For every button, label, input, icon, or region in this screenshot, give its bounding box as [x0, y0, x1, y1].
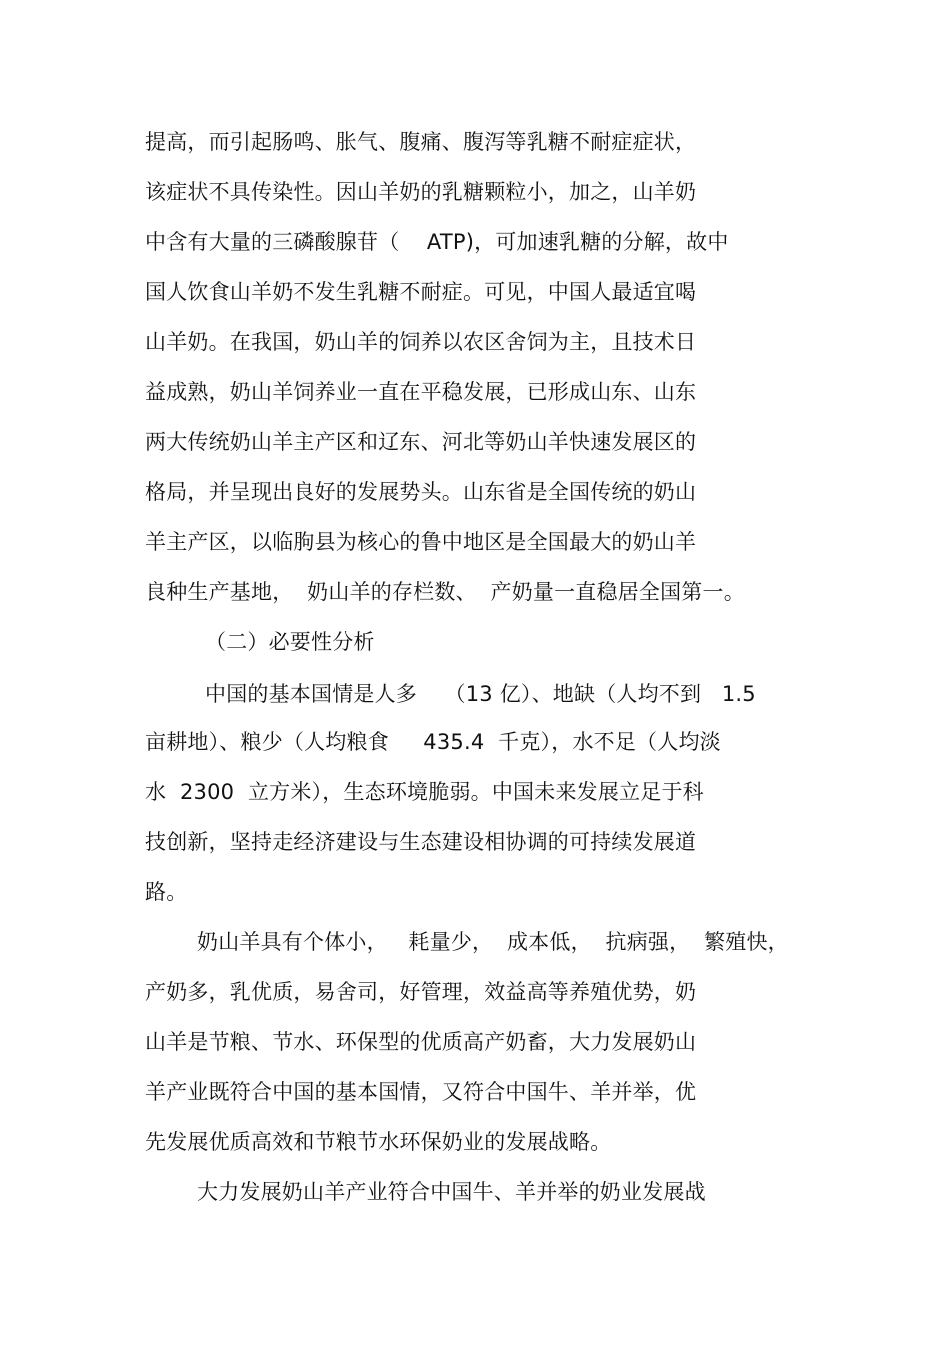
text-line: 格局，并呈现出良好的发展势头。山东省是全国传统的奶山	[145, 480, 697, 504]
text-line: 亩耕地）、粮少（人均粮食 435.4 千克），水不足（人均淡	[145, 730, 721, 754]
text-line: 中国的基本国情是人多 （13 亿）、地缺（人均不到 1.5	[205, 682, 756, 706]
text-line: 产奶多，乳优质，易舍司，好管理，效益高等养殖优势，奶	[145, 980, 697, 1004]
text-line: 路。	[145, 880, 188, 904]
text-line: 大力发展奶山羊产业符合中国牛、羊并举的奶业发展战	[197, 1180, 706, 1204]
text-line: 益成熟，奶山羊饲养业一直在平稳发展，已形成山东、山东	[145, 380, 697, 404]
text-line: 良种生产基地， 奶山羊的存栏数、 产奶量一直稳居全国第一。	[145, 580, 745, 604]
text-line: 先发展优质高效和节粮节水环保奶业的发展战略。	[145, 1130, 612, 1154]
text-line: 羊产业既符合中国的基本国情，又符合中国牛、羊并举，优	[145, 1080, 697, 1104]
text-line: 国人饮食山羊奶不发生乳糖不耐症。可见，中国人最适宜喝	[145, 280, 697, 304]
section-heading: （二）必要性分析	[205, 630, 375, 654]
text-line: 提高，而引起肠鸣、胀气、腹痛、腹泻等乳糖不耐症症状，	[145, 130, 697, 154]
text-line: 水 2300 立方米），生态环境脆弱。中国未来发展立足于科	[145, 780, 704, 804]
text-line: 中含有大量的三磷酸腺苷（ ATP)，可加速乳糖的分解，故中	[145, 230, 729, 254]
text-line: 山羊是节粮、节水、环保型的优质高产奶畜，大力发展奶山	[145, 1030, 697, 1054]
text-line: 技创新，坚持走经济建设与生态建设相协调的可持续发展道	[145, 830, 697, 854]
text-line: 奶山羊具有个体小， 耗量少， 成本低， 抗病强， 繁殖快，	[197, 930, 789, 954]
text-line: 山羊奶。在我国，奶山羊的饲养以农区舍饲为主，且技术日	[145, 330, 697, 354]
text-line: 两大传统奶山羊主产区和辽东、河北等奶山羊快速发展区的	[145, 430, 697, 454]
text-line: 羊主产区，以临朐县为核心的鲁中地区是全国最大的奶山羊	[145, 530, 697, 554]
text-line: 该症状不具传染性。因山羊奶的乳糖颗粒小，加之，山羊奶	[145, 180, 697, 204]
